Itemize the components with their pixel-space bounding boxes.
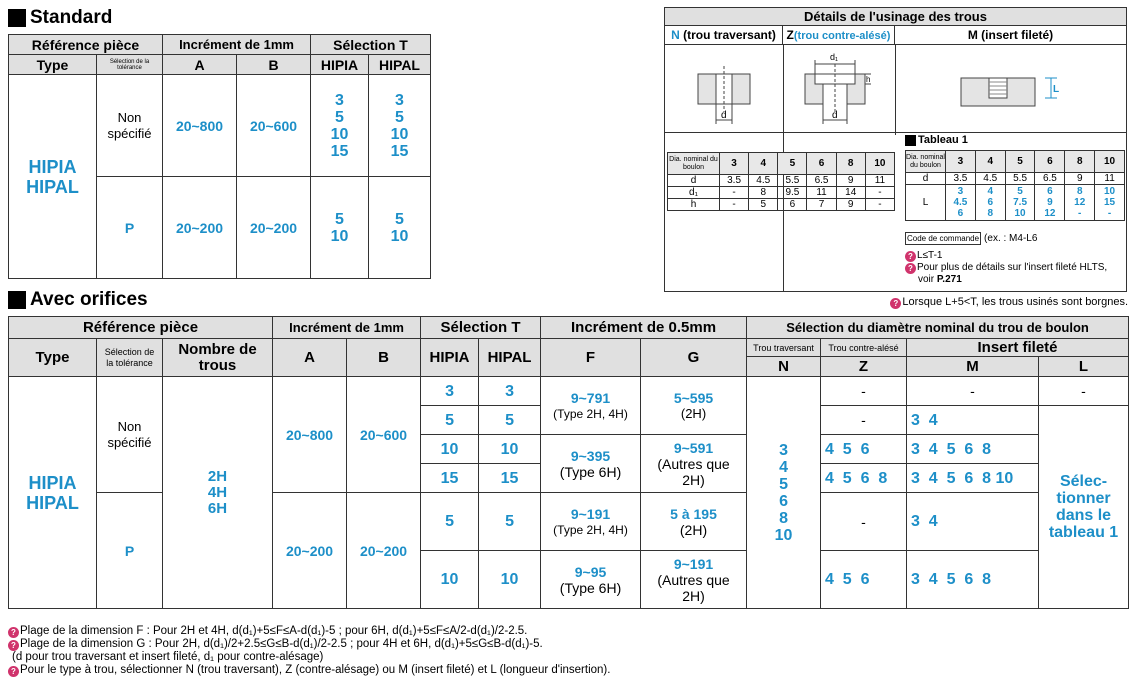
m-l: 12 bbox=[1074, 197, 1086, 208]
std-type-cell bbox=[9, 75, 97, 279]
ori-h-trav: Trou traversant bbox=[747, 339, 821, 357]
ori-tol-p: P bbox=[97, 493, 163, 609]
m-head: Dia. nominal du boulon bbox=[906, 151, 946, 173]
nz-cell: - bbox=[865, 199, 894, 211]
ori-h-tol2: la tolérance bbox=[106, 357, 153, 368]
tableau1-title-text: Tableau 1 bbox=[918, 134, 968, 146]
m-l: 12 bbox=[1044, 208, 1056, 219]
m-l: 6 bbox=[957, 208, 964, 219]
z-d-label: d bbox=[832, 110, 838, 121]
ori-h-n: N bbox=[747, 357, 821, 377]
ori-h-inc: Incrément de 1mm bbox=[273, 317, 421, 339]
ori-h-sel: Sélection T bbox=[421, 317, 541, 339]
ori-g3a: 5 à 195 bbox=[670, 505, 717, 522]
ori-l-sel: Sélec- bbox=[1059, 473, 1108, 490]
ori-g2c: 2H) bbox=[682, 471, 705, 488]
ori-f2 bbox=[541, 435, 641, 493]
through-hole-drawing bbox=[698, 66, 750, 124]
m-l: 5 bbox=[1017, 186, 1023, 197]
nz-col: 3 bbox=[720, 153, 749, 175]
ori-tol-ns bbox=[97, 377, 163, 493]
std-h-ref: Référence pièce bbox=[9, 35, 163, 55]
nz-cell: 6.5 bbox=[807, 175, 836, 187]
orifices-table bbox=[8, 316, 1129, 609]
standard-title-text: Standard bbox=[30, 7, 113, 28]
ori-h-tol1: Sélection de bbox=[104, 346, 155, 357]
m-l: 4.5 bbox=[953, 197, 968, 208]
ori-g4 bbox=[641, 551, 747, 609]
ori-g1a: 5~595 bbox=[673, 389, 714, 406]
std-t: 5 bbox=[395, 210, 404, 228]
ori-h-l: L bbox=[1039, 357, 1129, 377]
m-l: 8 bbox=[987, 208, 994, 219]
tableau-square-icon bbox=[905, 135, 916, 146]
std-b-p: 20~200 bbox=[237, 177, 311, 279]
m-l: 9 bbox=[1047, 197, 1053, 208]
std-tol-ns bbox=[97, 75, 163, 177]
std-t: 3 bbox=[395, 91, 404, 109]
nz-col: 6 bbox=[807, 153, 836, 175]
m-col: 4 bbox=[975, 151, 1005, 173]
ori-t-hipia: 15 bbox=[421, 464, 479, 493]
ori-h-nb2: trous bbox=[198, 356, 237, 374]
details-note2a: Pour plus de détails sur l'insert fileté HLTS, bbox=[917, 262, 1108, 273]
ori-z: 4 5 6 bbox=[821, 551, 907, 609]
ori-h-nb1: Nombre de bbox=[178, 340, 257, 358]
ori-z: 4 5 6 bbox=[821, 435, 907, 464]
m-l-label: L bbox=[1053, 84, 1060, 95]
std-h-type: Type bbox=[9, 55, 97, 75]
n-d-label: d bbox=[721, 110, 727, 121]
ori-t-hipal: 3 bbox=[479, 377, 541, 406]
tip-icon: ? bbox=[8, 640, 19, 651]
m-l: 15 bbox=[1104, 197, 1116, 208]
ori-n: 6 bbox=[779, 492, 788, 510]
std-a-p: 20~200 bbox=[163, 177, 237, 279]
ori-h-g: G bbox=[641, 339, 747, 377]
m-d-cell: 11 bbox=[1095, 173, 1125, 185]
ori-t-hipia: 5 bbox=[421, 406, 479, 435]
ori-m: 3 4 bbox=[907, 406, 1039, 435]
ori-f2a: 9~395 bbox=[570, 447, 611, 464]
counterbore-drawing bbox=[805, 52, 871, 124]
nz-cell: 9 bbox=[836, 175, 865, 187]
ori-b-ns: 20~600 bbox=[347, 377, 421, 493]
m-col: 6 bbox=[1035, 151, 1065, 173]
ori-g1b: (2H) bbox=[680, 405, 707, 421]
ori-t-hipal: 10 bbox=[479, 551, 541, 609]
ori-g2 bbox=[641, 435, 747, 493]
details-page-ref: P.271 bbox=[936, 274, 962, 285]
std-t: 10 bbox=[330, 227, 349, 245]
m-d-cell: 5.5 bbox=[1005, 173, 1035, 185]
m-l-cell bbox=[1065, 185, 1095, 221]
details-z-rest: (trou contre-alésé) bbox=[793, 30, 891, 42]
ori-g2b: (Autres que bbox=[657, 455, 730, 472]
nz-cell: 11 bbox=[807, 187, 836, 199]
std-tol-ns2: spécifié bbox=[107, 125, 152, 141]
std-t-p-hipia bbox=[311, 177, 369, 279]
ori-f3 bbox=[541, 493, 641, 551]
section-square-icon bbox=[8, 9, 26, 27]
details-title: Détails de l'usinage des trous bbox=[665, 8, 1126, 26]
m-col: 5 bbox=[1005, 151, 1035, 173]
footnote-1: Plage de la dimension F : Pour 2H et 4H, d(d₁)+5≤F≤A-d(d₁)-5 ; pour 6H, d(d₁)+5≤F≤A/2-d(d₁)/2-2.5. bbox=[20, 625, 528, 637]
ori-n: 5 bbox=[779, 475, 788, 493]
ori-m: 3 4 5 6 8 10 bbox=[907, 464, 1039, 493]
ori-n-cell bbox=[747, 377, 821, 609]
m-l: 10 bbox=[1104, 186, 1116, 197]
m-d-cell: 4.5 bbox=[975, 173, 1005, 185]
std-h-hipia: HIPIA bbox=[311, 55, 369, 75]
m-col: 10 bbox=[1095, 151, 1125, 173]
std-h-hipal: HIPAL bbox=[369, 55, 431, 75]
ori-l-select bbox=[1039, 406, 1129, 609]
ori-l-sel: tionner bbox=[1056, 490, 1111, 507]
ori-l-sel: dans le bbox=[1055, 507, 1112, 524]
details-z-label bbox=[783, 26, 895, 44]
nz-key: d₁ bbox=[668, 187, 720, 199]
std-b-ns: 20~600 bbox=[237, 75, 311, 177]
ori-h-hipia: HIPIA bbox=[421, 339, 479, 377]
ori-h-contre: Trou contre-alésé bbox=[821, 339, 907, 357]
nz-cell: 14 bbox=[836, 187, 865, 199]
nz-col: 4 bbox=[749, 153, 778, 175]
ori-h-nb bbox=[163, 339, 273, 377]
std-t: 5 bbox=[335, 210, 344, 228]
nz-col: 8 bbox=[836, 153, 865, 175]
ori-n: 4 bbox=[779, 458, 788, 476]
ori-z: 4 5 6 8 bbox=[821, 464, 907, 493]
nz-cell: 3.5 bbox=[720, 175, 749, 187]
ori-b-p: 20~200 bbox=[347, 493, 421, 609]
ori-l: - bbox=[1039, 377, 1129, 406]
ori-g1 bbox=[641, 377, 747, 435]
ori-h-dia: Sélection du diamètre nominal du trou de boulon bbox=[747, 317, 1129, 339]
nz-cell: 5 bbox=[749, 199, 778, 211]
std-t: 15 bbox=[390, 142, 409, 160]
nz-cell: 6 bbox=[778, 199, 807, 211]
ori-h-type: Type bbox=[9, 339, 97, 377]
z-d1-label: d₁ bbox=[830, 52, 839, 62]
ori-z: - bbox=[821, 493, 907, 551]
footnote-4: Pour le type à trou, sélectionner N (trou traversant), Z (contre-alésage) ou M (insert fileté) et L (longueur d'insertion). bbox=[20, 664, 611, 676]
nz-dim-table bbox=[667, 152, 895, 211]
nz-cell: 9 bbox=[836, 199, 865, 211]
footnote-2: Plage de la dimension G : Pour 2H, d(d₁)/2+2.5≤G≤B-d(d₁)/2-2.5 ; pour 4H et 6H, d(d₁)+5≤G≤B-d(d₁)-5. bbox=[20, 638, 543, 650]
m-l: - bbox=[1107, 208, 1112, 219]
m-l: 4 bbox=[987, 186, 994, 197]
thread-insert-drawing bbox=[961, 78, 1059, 106]
m-l: 6 bbox=[987, 197, 994, 208]
tip-icon: ? bbox=[8, 666, 19, 677]
ori-t-hipal: 5 bbox=[479, 406, 541, 435]
order-code bbox=[905, 232, 1037, 245]
std-t: 10 bbox=[390, 125, 409, 143]
std-type2: HIPAL bbox=[26, 176, 79, 197]
m-l-cell bbox=[1005, 185, 1035, 221]
std-h-sel: Sélection T bbox=[311, 35, 431, 55]
ori-g4c: 2H) bbox=[682, 587, 705, 604]
nz-cell: 8 bbox=[749, 187, 778, 199]
m-l: 3 bbox=[957, 186, 964, 197]
ori-tol-ns1: Non bbox=[117, 418, 142, 434]
std-t: 10 bbox=[330, 125, 349, 143]
std-t-p-hipal bbox=[369, 177, 431, 279]
details-note2b: voir bbox=[918, 274, 937, 285]
ori-h-hipal: HIPAL bbox=[479, 339, 541, 377]
ori-f4 bbox=[541, 551, 641, 609]
std-t: 10 bbox=[390, 227, 409, 245]
standard-section-title bbox=[8, 7, 112, 29]
m-l-cell bbox=[975, 185, 1005, 221]
ori-h-m: M bbox=[907, 357, 1039, 377]
m-l: 10 bbox=[1014, 208, 1026, 219]
ori-f1 bbox=[541, 377, 641, 435]
nz-col: 10 bbox=[865, 153, 894, 175]
std-t: 5 bbox=[335, 108, 344, 126]
nz-cell: 5.5 bbox=[778, 175, 807, 187]
ori-t-hipia: 10 bbox=[421, 551, 479, 609]
std-h-a: A bbox=[163, 55, 237, 75]
std-type1: HIPIA bbox=[28, 156, 77, 177]
ori-m: 3 4 5 6 8 bbox=[907, 551, 1039, 609]
nz-key: h bbox=[668, 199, 720, 211]
std-h-inc: Incrément de 1mm bbox=[163, 35, 311, 55]
m-l: 7.5 bbox=[1013, 197, 1028, 208]
ori-g3b: (2H) bbox=[679, 521, 708, 538]
tip-icon: ? bbox=[905, 263, 916, 274]
ori-f1a: 9~791 bbox=[570, 389, 611, 406]
std-tol-ns1: Non bbox=[117, 109, 142, 125]
ori-t-hipal: 15 bbox=[479, 464, 541, 493]
std-tol-p: P bbox=[97, 177, 163, 279]
m-l-key: L bbox=[906, 185, 946, 221]
details-z-letter: Z bbox=[786, 28, 794, 42]
orifices-right-note bbox=[890, 296, 1128, 309]
m-l: 6 bbox=[1047, 186, 1053, 197]
divider-line bbox=[895, 45, 896, 135]
ori-nb: 2H bbox=[207, 467, 228, 485]
ori-n: 8 bbox=[779, 509, 788, 527]
orifices-section-title bbox=[8, 289, 148, 311]
m-l: 8 bbox=[1076, 186, 1083, 197]
nz-cell: 11 bbox=[865, 175, 894, 187]
orifices-right-note-text: Lorsque L+5<T, les trous usinés sont borgnes. bbox=[902, 296, 1128, 308]
order-code-box: Code de commande bbox=[907, 234, 980, 243]
details-box bbox=[664, 7, 1127, 292]
std-a-ns: 20~800 bbox=[163, 75, 237, 177]
m-d-cell: 9 bbox=[1065, 173, 1095, 185]
m-col: 8 bbox=[1065, 151, 1095, 173]
ori-z: - bbox=[821, 377, 907, 406]
details-m-label-text: M (insert fileté) bbox=[967, 28, 1054, 42]
ori-n: 10 bbox=[774, 526, 793, 544]
orifices-title-text: Avec orifices bbox=[30, 289, 148, 310]
ori-h-z: Z bbox=[821, 357, 907, 377]
ori-a-p: 20~200 bbox=[273, 493, 347, 609]
m-l: - bbox=[1078, 208, 1082, 219]
ori-f3b: (Type 2H, 4H) bbox=[553, 522, 628, 537]
order-example: (ex. : M4-L6 bbox=[984, 233, 1038, 244]
m-d-cell: 6.5 bbox=[1035, 173, 1065, 185]
details-note1: L≤T-1 bbox=[917, 250, 943, 261]
m-col: 3 bbox=[946, 151, 976, 173]
ori-t-hipal: 5 bbox=[479, 493, 541, 551]
ori-z: - bbox=[821, 406, 907, 435]
ori-l-sel: tableau 1 bbox=[1048, 524, 1119, 541]
ori-g4b: (Autres que bbox=[657, 571, 730, 588]
ori-m: 3 4 bbox=[907, 493, 1039, 551]
m-d-key: d bbox=[906, 173, 946, 185]
ori-t-hipal: 10 bbox=[479, 435, 541, 464]
std-t-ns-hipia bbox=[311, 75, 369, 177]
nz-head: Dia. nominal du boulon bbox=[668, 153, 720, 175]
ori-h-insert: Insert fileté bbox=[907, 339, 1129, 357]
tip-icon: ? bbox=[8, 627, 19, 638]
ori-t-hipia: 10 bbox=[421, 435, 479, 464]
std-h-tol: Sélection de la tolérance bbox=[97, 55, 163, 75]
ori-h-b: B bbox=[347, 339, 421, 377]
nz-cell: - bbox=[720, 187, 749, 199]
m-l-cell bbox=[1035, 185, 1065, 221]
tableau1-title bbox=[905, 134, 968, 146]
ori-a-ns: 20~800 bbox=[273, 377, 347, 493]
ori-type-cell bbox=[9, 377, 97, 609]
m-l-cell bbox=[946, 185, 976, 221]
ori-h-inc05: Incrément de 0.5mm bbox=[541, 317, 747, 339]
ori-type1: HIPIA bbox=[28, 472, 77, 493]
standard-table bbox=[8, 34, 431, 279]
ori-g4a: 9~191 bbox=[673, 555, 714, 572]
details-n-label: N (trou traversant) bbox=[665, 26, 783, 44]
nz-cell: - bbox=[865, 187, 894, 199]
ori-nb: 4H bbox=[207, 483, 228, 501]
std-h-b: B bbox=[237, 55, 311, 75]
nz-col: 5 bbox=[778, 153, 807, 175]
nz-cell: 4.5 bbox=[749, 175, 778, 187]
ori-h-ref: Référence pièce bbox=[9, 317, 273, 339]
footnotes bbox=[8, 625, 1138, 677]
m-dim-table bbox=[905, 150, 1125, 221]
ori-f1b: (Type 2H, 4H) bbox=[553, 406, 628, 421]
ori-nb-cell bbox=[163, 377, 273, 609]
z-h-label: h bbox=[866, 75, 871, 84]
ori-f4a: 9~95 bbox=[574, 563, 607, 580]
details-notes bbox=[905, 250, 1107, 286]
ori-tol-ns2: spécifié bbox=[107, 434, 152, 450]
std-t: 5 bbox=[395, 108, 404, 126]
nz-cell: 9.5 bbox=[778, 187, 807, 199]
nz-cell: 7 bbox=[807, 199, 836, 211]
ori-m: - bbox=[907, 377, 1039, 406]
ori-t-hipia: 3 bbox=[421, 377, 479, 406]
details-m-label bbox=[895, 26, 1126, 44]
std-t-ns-hipal bbox=[369, 75, 431, 177]
ori-type2: HIPAL bbox=[26, 492, 79, 513]
ori-g3 bbox=[641, 493, 747, 551]
ori-f4b: (Type 6H) bbox=[559, 579, 622, 596]
nz-cell: - bbox=[720, 199, 749, 211]
std-t: 15 bbox=[330, 142, 349, 160]
ori-f2b: (Type 6H) bbox=[559, 463, 622, 480]
ori-g2a: 9~591 bbox=[673, 439, 714, 456]
ori-n: 3 bbox=[779, 441, 788, 459]
ori-m: 3 4 5 6 8 bbox=[907, 435, 1039, 464]
ori-h-a: A bbox=[273, 339, 347, 377]
m-l-cell bbox=[1095, 185, 1125, 221]
footnote-3: (d pour trou traversant et insert fileté, d₁ pour contre-alésage) bbox=[12, 651, 324, 663]
ori-f3a: 9~191 bbox=[570, 505, 611, 522]
ori-t-hipia: 5 bbox=[421, 493, 479, 551]
ori-nb: 6H bbox=[207, 499, 228, 517]
ori-h-tol bbox=[97, 339, 163, 377]
tip-icon: ? bbox=[905, 251, 916, 262]
divider-line bbox=[665, 132, 1126, 133]
m-d-cell: 3.5 bbox=[946, 173, 976, 185]
tip-icon: ? bbox=[890, 298, 901, 309]
nz-key: d bbox=[668, 175, 720, 187]
section-square-icon bbox=[8, 291, 26, 309]
std-t: 3 bbox=[335, 91, 344, 109]
ori-h-f: F bbox=[541, 339, 641, 377]
